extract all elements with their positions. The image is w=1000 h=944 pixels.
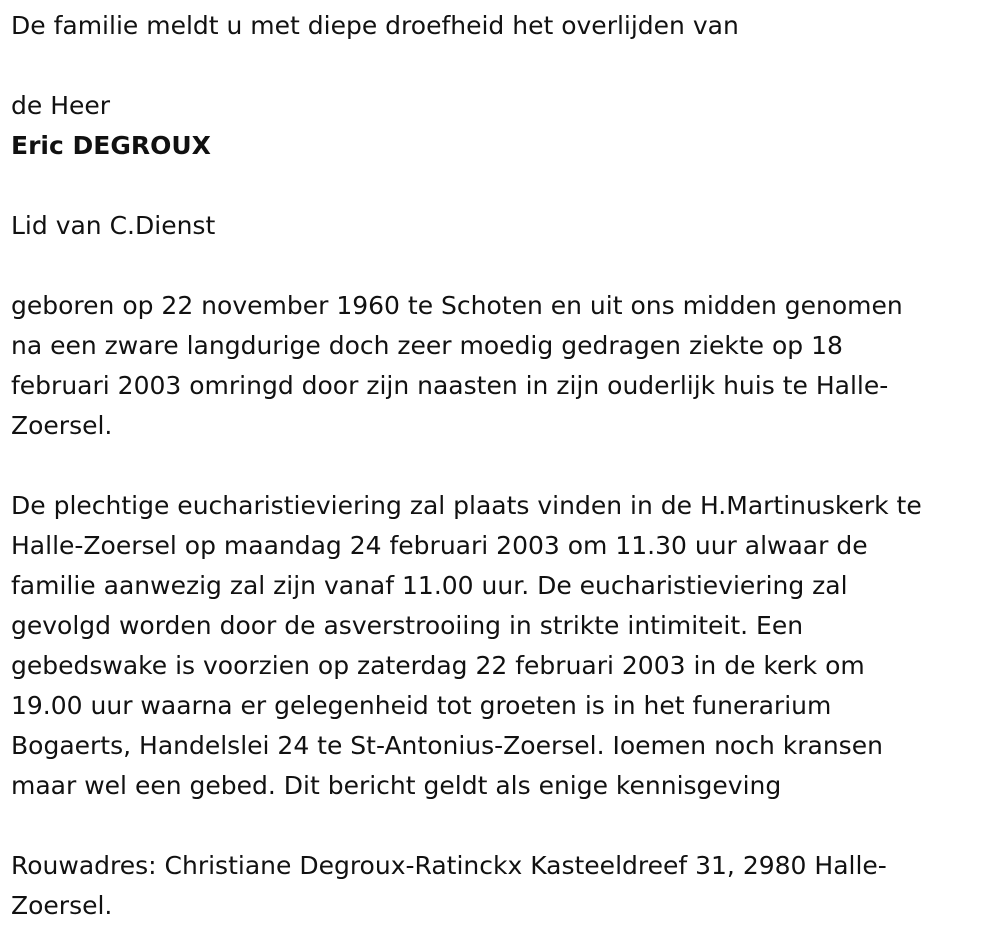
- address-paragraph: [11, 846, 975, 926]
- birth-line: februari 2003 omringd door zijn naasten in zijn ouderlijk huis te Halle-: [11, 371, 889, 400]
- spacer: [11, 246, 975, 286]
- address-line: Rouwadres: Christiane Degroux-Ratinckx Kasteeldreef 31, 2980 Halle-: [11, 851, 887, 880]
- honorific: de Heer: [11, 91, 111, 120]
- ceremony-paragraph: [11, 486, 975, 806]
- ceremony-line: gevolgd worden door de asverstrooiing in strikte intimiteit. Een: [11, 611, 804, 640]
- spacer: [11, 166, 975, 206]
- birth-line: na een zware langdurige doch zeer moedig gedragen ziekte op 18: [11, 331, 843, 360]
- spacer: [11, 46, 975, 86]
- birth-paragraph: [11, 286, 975, 446]
- birth-line: Zoersel.: [11, 411, 113, 440]
- ceremony-line: familie aanwezig zal zijn vanaf 11.00 uur. De eucharistieviering zal: [11, 571, 848, 600]
- membership-text: Lid van C.Dienst: [11, 211, 216, 240]
- spacer: [11, 806, 975, 846]
- deceased-name: Eric DEGROUX: [11, 131, 211, 160]
- birth-line: geboren op 22 november 1960 te Schoten en uit ons midden genomen: [11, 291, 903, 320]
- ceremony-line: maar wel een gebed. Dit bericht geldt als enige kennisgeving: [11, 771, 782, 800]
- intro-text: De familie meldt u met diepe droefheid het overlijden van: [11, 11, 739, 40]
- spacer: [11, 446, 975, 486]
- ceremony-line: gebedswake is voorzien op zaterdag 22 februari 2003 in de kerk om: [11, 651, 865, 680]
- ceremony-line: Bogaerts, Handelslei 24 te St-Antonius-Zoersel. Ioemen noch kransen: [11, 731, 883, 760]
- ceremony-line: Halle-Zoersel op maandag 24 februari 2003 om 11.30 uur alwaar de: [11, 531, 868, 560]
- address-line: Zoersel.: [11, 891, 113, 920]
- ceremony-line: De plechtige eucharistieviering zal plaats vinden in de H.Martinuskerk te: [11, 491, 922, 520]
- ceremony-line: 19.00 uur waarna er gelegenheid tot groeten is in het funerarium: [11, 691, 832, 720]
